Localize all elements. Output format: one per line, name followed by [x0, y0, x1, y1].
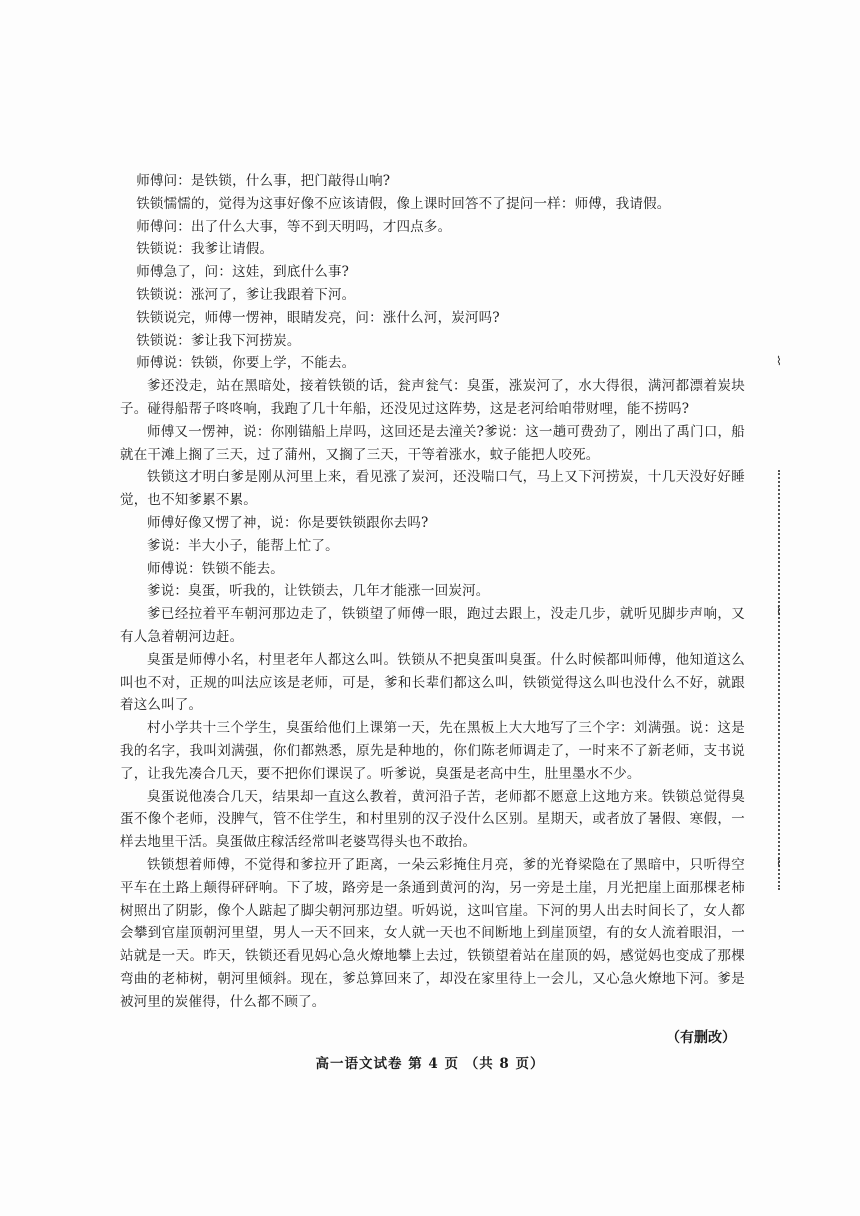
paragraph: 铁锁说：爹让我下河捞炭。	[136, 332, 301, 349]
paragraph: 村小学共十三个学生，臭蛋给他们上课第一天，先在黑板上大大地写了三个字：刘满强。说：这是我的名字，我叫刘满强，你们都熟悉，原先是种地的，你们陈老师调走了，一时来不了新老师，支书说了，让我先凑合几天，要不把你们课误了。听爹说，臭蛋是老高中生，肚里墨水不少。	[120, 720, 745, 782]
revision-note: （有删改）	[666, 1030, 736, 1046]
paragraph: 师傅说：铁锁不能去。	[147, 560, 284, 577]
paragraph: 铁锁说完，师傅一愣神，眼睛发亮，问：涨什么河，炭河吗?	[136, 309, 500, 326]
paragraph: 铁锁说：涨河了，爹让我跟着下河。	[136, 286, 356, 303]
paragraph: 爹还没走，站在黑暗处，接着铁锁的话，瓮声瓮气：臭蛋，涨炭河了，水大得很，满河都漂着炭块子。碰得船帮子咚咚响，我跑了几十年船，还没见过这阵势，这是老河给咱带财哩，能不捞吗?	[120, 378, 745, 417]
paragraph: 铁锁说：我爹让请假。	[136, 241, 274, 258]
margin-mark: ⌇	[776, 354, 782, 368]
paragraph: 臭蛋是师傅小名，村里老年人都这么叫。铁锁从不把臭蛋叫臭蛋。什么时候都叫师傅，他知道这么叫也不对，正规的叫法应该是老师，可是，爹和长辈们都这么叫，铁锁觉得这么叫也没什么不好，就跟着这么叫了。	[120, 651, 745, 714]
page-footer: 高一语文试卷 第 4 页 （共 8 页）	[315, 1056, 545, 1072]
paragraph: 铁锁这才明白爹是刚从河里上来，看见涨了炭河，还没喘口气，马上又下河捞炭，十几天没好好睡觉，也不知爹累不累。	[120, 469, 745, 509]
margin-mark: ⌇	[776, 604, 782, 618]
paragraph: 爹说：半大小子，能帮上忙了。	[147, 537, 339, 554]
paragraph: 爹已经拉着平车朝河那边走了，铁锁望了师傅一眼，跑过去跟上，没走几步，就听见脚步声响，又有人急着朝河边赶。	[120, 606, 745, 645]
margin-mark: ⌇	[776, 856, 782, 870]
paragraph: 铁锁懦懦的，觉得为这事好像不应该请假，像上课时回答不了提问一样：师傅，我请假。	[136, 195, 671, 212]
paragraph: 铁锁想着师傅，不觉得和爹拉开了距离，一朵云彩掩住月亮，爹的光脊梁隐在了黑暗中，只听得空平车在土路上颠得砰砰响。下了坡，路旁是一条通到黄河的沟，另一旁是土崖，月光把崖上面那棵老柿树照出了阴影，像个人踮起了脚尖朝河那边望。听妈说，这叫官崖。下河的男人出去时间长了，女人都会攀到官崖顶朝河里望，男人一天不回来，女人就一天也不间断地上到崖顶望，有的女人流着眼泪，一站就是一天。昨天，铁锁还看见妈心急火燎地攀上去过，铁锁望着站在崖顶的妈，感觉妈也变成了那棵弯曲的老柿树，朝河里倾斜。现在，爹总算回来了，却没在家里待上一会儿，又心急火燎地下河。爹是被河里的炭催得，什么都不顾了。	[120, 856, 745, 1010]
binding-margin-line	[778, 470, 780, 890]
paragraph: 师傅急了，问：这娃，到底什么事?	[136, 264, 350, 281]
paragraph: 师傅问：是铁锁，什么事，把门敲得山响?	[136, 173, 391, 189]
paragraph: 师傅问：出了什么大事，等不到天明吗，才四点多。	[136, 218, 452, 235]
passage-body	[120, 170, 745, 1013]
paragraph: 臭蛋说他凑合几天，结果却一直这么教着，黄河沿子苦，老师都不愿意上这地方来。铁锁总觉得臭蛋不像个老师，没脾气，管不住学生，和村里别的汉子没什么区别。星期天，或者放了暑假、寒假，一样去地里干活。臭蛋做庄稼活经常叫老婆骂得头也不敢抬。	[120, 788, 745, 851]
paragraph: 师傅又一愣神，说：你刚锚船上岸吗，这回还是去潼关?爹说：这一趟可费劲了，刚出了禹门口，船就在干滩上搁了三天，过了蒲州，又搁了三天，干等着涨水，蚊子能把人咬死。	[120, 423, 745, 463]
paragraph: 师傅说：铁锁，你要上学，不能去。	[136, 355, 356, 372]
paragraph: 爹说：臭蛋，听我的，让铁锁去，几年才能涨一回炭河。	[147, 583, 490, 600]
paragraph: 师傅好像又愣了神，说：你是要铁锁跟你去吗?	[147, 514, 429, 531]
